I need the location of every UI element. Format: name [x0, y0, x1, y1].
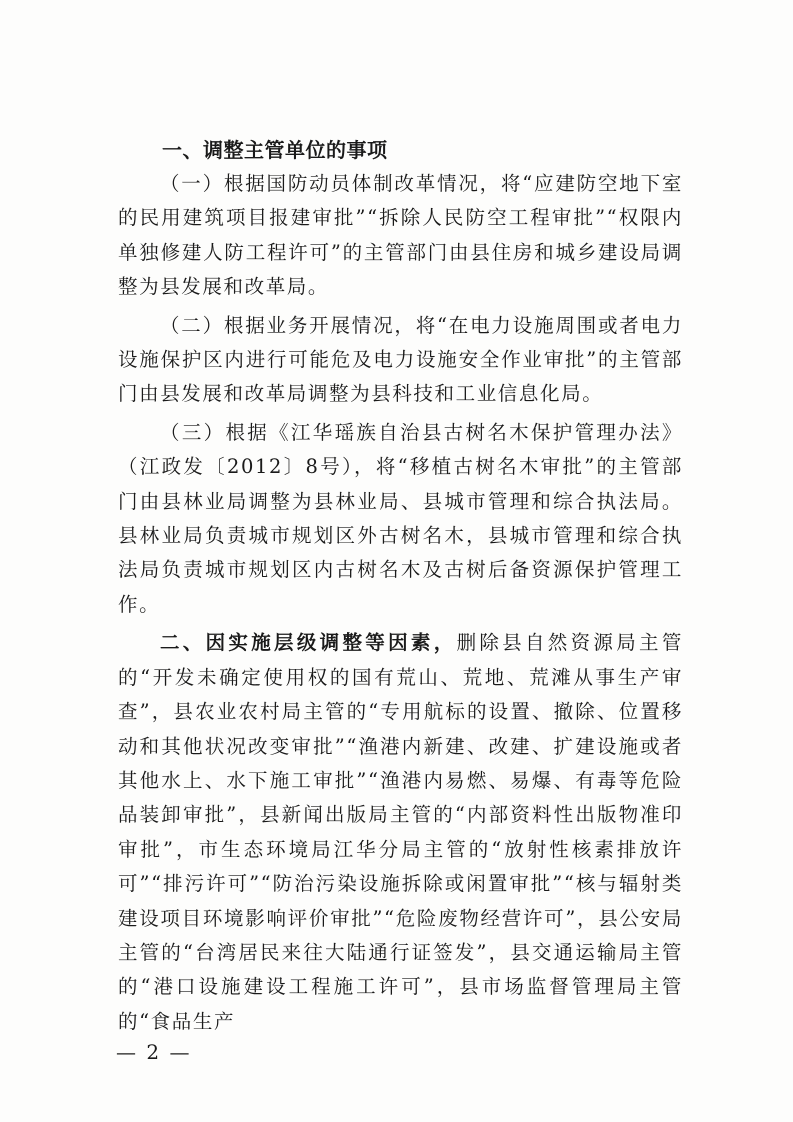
- document-body: [118, 134, 683, 1039]
- section2-body: 删除县自然资源局主管的“开发未确定使用权的国有荒山、荒地、荒滩从事生产审查”，县农业农村局主管的“专用航标的设置、撤除、位置移动和其他状况改变审批”“渔港内新建、改建、扩建设施或者其他水上、水下施工审批”“渔港内易燃、易爆、有毒等危险品装卸审批”，县新闻出版局主管的“内部资料性出版物准印审批”，市生态环境局江华分局主管的“放射性核素排放许可”“排污许可”“防治污染设施拆除或闲置审批”“核与辐射类建设项目环境影响评价审批”“危险废物经营许可”，县公安局主管的“台湾居民来往大陆通行证签发”，县交通运输局主管的“港口设施建设工程施工许可”，县市场监督管理局主管的“食品生产: [118, 631, 683, 1033]
- page-number: — 2 —: [116, 1040, 192, 1064]
- paragraph-3: （三）根据《江华瑶族自治县古树名木保护管理办法》（江政发〔2012〕8号），将“移植古树名木审批”的主管部门由县林业局调整为县林业局、县城市管理和综合执法局。县林业局负责城市规划区外古树名木，县城市管理和综合执法局负责城市规划区内古树名木及古树后备资源保护管理工作。: [118, 420, 683, 616]
- section2-heading: 二、因实施层级调整等因素，: [160, 631, 457, 655]
- section1-heading: 一、调整主管单位的事项: [162, 138, 388, 162]
- paragraph-1: （一）根据国防动员体制改革情况，将“应建防空地下室的民用建筑项目报建审批”“拆除人民防空工程审批”“权限内单独修建人防工程许可”的主管部门由县住房和城乡建设局调整为县发展和改革局。: [118, 172, 683, 299]
- section2-paragraph: [118, 626, 683, 1039]
- paragraph-2: （二）根据业务开展情况，将“在电力设施周围或者电力设施保护区内进行可能危及电力设施安全作业审批”的主管部门由县发展和改革局调整为县科技和工业信息化局。: [118, 313, 683, 406]
